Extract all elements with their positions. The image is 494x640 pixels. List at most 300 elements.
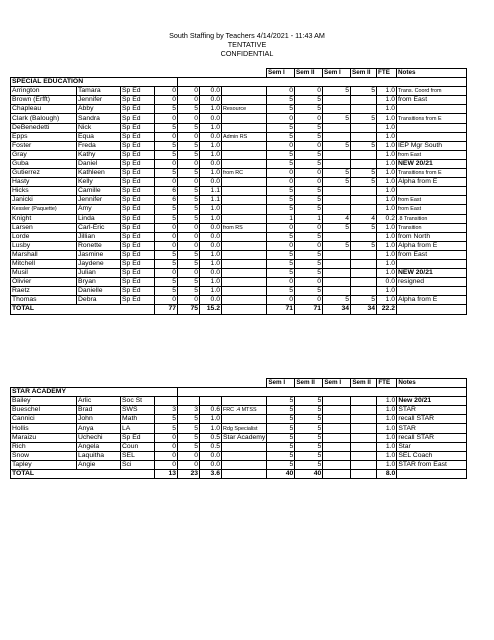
sem2-value-c <box>351 205 377 214</box>
sem2-value-b: 5 <box>295 205 323 214</box>
last-name: Kessler (Paquette) <box>11 205 77 214</box>
fte1-value: 0.0 <box>200 232 222 241</box>
first-name: Debra <box>77 296 121 305</box>
total-sem2-b: 40 <box>295 469 323 478</box>
department: Sp Ed <box>121 87 155 96</box>
sem1-value-c <box>323 442 351 451</box>
last-name: Rich <box>11 442 77 451</box>
sem1-value-b: 0 <box>267 169 295 178</box>
fte-value: 0.0 <box>377 278 397 287</box>
fte1-value: 1.0 <box>200 123 222 132</box>
sem2-value-b: 5 <box>295 132 323 141</box>
first-name: Laquitha <box>77 451 121 460</box>
notes-cell <box>397 123 467 132</box>
department: Sp Ed <box>121 114 155 123</box>
sem1-value-c: 5 <box>323 141 351 150</box>
sem1-value-c <box>323 269 351 278</box>
sem2-value-b: 0 <box>295 296 323 305</box>
last-name: DeBenedetti <box>11 123 77 132</box>
department: Sp Ed <box>121 141 155 150</box>
sem2-value-b: 5 <box>295 406 323 415</box>
last-name: Hollis <box>11 424 77 433</box>
department: Sci <box>121 460 155 469</box>
sem2-value-b: 0 <box>295 278 323 287</box>
fte-value: 1.0 <box>377 397 397 406</box>
fte1-value: 1.0 <box>200 415 222 424</box>
first-name: Equa <box>77 132 121 141</box>
fte1-value: 1.0 <box>200 141 222 150</box>
fte-value: 1.0 <box>377 250 397 259</box>
sem2-value-c: 5 <box>351 223 377 232</box>
sem1-value-c: 5 <box>323 114 351 123</box>
fte1-value: 0.0 <box>200 296 222 305</box>
department: Sp Ed <box>121 196 155 205</box>
sem1-value: 5 <box>155 150 178 159</box>
first-name: Jasmine <box>77 250 121 259</box>
last-name: Snow <box>11 451 77 460</box>
table-row <box>11 415 467 424</box>
fte-value: 0.2 <box>377 214 397 223</box>
department: Sp Ed <box>121 132 155 141</box>
notes-cell: STAR from East <box>397 460 467 469</box>
sem2-value-b: 5 <box>295 433 323 442</box>
sem1b-header: Sem I <box>323 379 351 388</box>
assignment-note <box>222 460 267 469</box>
total-sem2: 75 <box>178 305 200 314</box>
total-spacer <box>222 305 267 314</box>
table-row <box>11 397 467 406</box>
last-name: Lorde <box>11 232 77 241</box>
sem2-value: 5 <box>178 105 200 114</box>
last-name: Chapleau <box>11 105 77 114</box>
first-name: Tamara <box>77 87 121 96</box>
fte1-value: 0.0 <box>200 132 222 141</box>
sem2-value-c <box>351 250 377 259</box>
sem2-value-c <box>351 442 377 451</box>
sem1-value: 6 <box>155 196 178 205</box>
sem2-value: 5 <box>178 287 200 296</box>
sem2-value: 5 <box>178 169 200 178</box>
table-row <box>11 96 467 105</box>
sem1-value-b: 1 <box>267 214 295 223</box>
notes-cell: Alpha from E <box>397 296 467 305</box>
sem2-value: 5 <box>178 442 200 451</box>
notes-cell: STAR <box>397 406 467 415</box>
sem2-value: 0 <box>178 460 200 469</box>
fte1-value: 0.5 <box>200 442 222 451</box>
notes-header: Notes <box>397 379 467 388</box>
sem2-value: 5 <box>178 187 200 196</box>
sem1-value: 5 <box>155 214 178 223</box>
total-sem2-b: 71 <box>295 305 323 314</box>
last-name: Marshall <box>11 250 77 259</box>
last-name: Maraizu <box>11 433 77 442</box>
sem2-value-b: 5 <box>295 159 323 168</box>
first-name: Kelly <box>77 178 121 187</box>
notes-cell: from East <box>397 196 467 205</box>
total-sem1-c <box>323 469 351 478</box>
fte1-value: 0.0 <box>200 178 222 187</box>
total-sem2-c: 34 <box>351 305 377 314</box>
notes-cell <box>397 132 467 141</box>
total-spacer <box>222 469 267 478</box>
department: SEL <box>121 451 155 460</box>
fte-value: 1.0 <box>377 205 397 214</box>
fte1-value <box>200 397 222 406</box>
section-label-row <box>11 78 467 87</box>
notes-cell: NEW 20/21 <box>397 159 467 168</box>
assignment-note <box>222 214 267 223</box>
star-academy-table <box>10 378 467 479</box>
first-name: Jillian <box>77 232 121 241</box>
total-sem1-c: 34 <box>323 305 351 314</box>
sem2b-header: Sem II <box>351 379 377 388</box>
table-row <box>11 114 467 123</box>
sem2-value: 0 <box>178 96 200 105</box>
sem1-value-c <box>323 105 351 114</box>
section-label-row <box>11 388 467 397</box>
department: Sp Ed <box>121 296 155 305</box>
fte1-value: 0.0 <box>200 451 222 460</box>
fte1-value: 0.5 <box>200 433 222 442</box>
notes-cell <box>397 105 467 114</box>
sem2-value-c: 5 <box>351 87 377 96</box>
table-row <box>11 232 467 241</box>
assignment-note: Rdg Specialist <box>222 424 267 433</box>
assignment-note <box>222 187 267 196</box>
sem2-value-c <box>351 460 377 469</box>
fte-value: 1.0 <box>377 259 397 268</box>
last-name: Larsen <box>11 223 77 232</box>
assignment-note <box>222 397 267 406</box>
last-name: Bueschel <box>11 406 77 415</box>
sem1-value-b: 5 <box>267 159 295 168</box>
sem2-value-b: 1 <box>295 214 323 223</box>
department: Coun <box>121 442 155 451</box>
total-sem1-b: 40 <box>267 469 295 478</box>
section-label: SPECIAL EDUCATION <box>11 78 178 87</box>
fte-value: 1.0 <box>377 123 397 132</box>
fte-value: 1.0 <box>377 406 397 415</box>
table-row <box>11 105 467 114</box>
report-title: South Staffing by Teachers 4/14/2021 - 11:43 AM <box>169 31 325 40</box>
sem1-value-b: 0 <box>267 278 295 287</box>
table-row <box>11 87 467 96</box>
notes-cell: from East <box>397 250 467 259</box>
sem2-value-b: 0 <box>295 87 323 96</box>
assignment-note <box>222 178 267 187</box>
sem1-value-c <box>323 433 351 442</box>
total-fte1: 3.6 <box>200 469 222 478</box>
sem1-value: 6 <box>155 187 178 196</box>
assignment-note <box>222 415 267 424</box>
assignment-note <box>222 205 267 214</box>
first-name: Camille <box>77 187 121 196</box>
first-name: Jaydene <box>77 259 121 268</box>
sem2-value-b: 0 <box>295 169 323 178</box>
last-name: Janicki <box>11 196 77 205</box>
department: Sp Ed <box>121 205 155 214</box>
fte1-value: 0.0 <box>200 223 222 232</box>
notes-cell: Alpha from E <box>397 241 467 250</box>
sem1-value: 5 <box>155 259 178 268</box>
sem1-value-c <box>323 460 351 469</box>
table-row <box>11 169 467 178</box>
department: Sp Ed <box>121 232 155 241</box>
fte-value: 1.0 <box>377 187 397 196</box>
last-name: Epps <box>11 132 77 141</box>
table-row <box>11 178 467 187</box>
department: SWS <box>121 406 155 415</box>
table-row <box>11 278 467 287</box>
sem1-header: Sem I <box>267 379 295 388</box>
department: Sp Ed <box>121 250 155 259</box>
table-row <box>11 442 467 451</box>
sem1-value: 0 <box>155 232 178 241</box>
notes-cell: from East <box>397 150 467 159</box>
sem1-value-c <box>323 123 351 132</box>
sem2-value-c <box>351 415 377 424</box>
sem2-value: 0 <box>178 269 200 278</box>
assignment-note: Admin RS <box>222 132 267 141</box>
assignment-note <box>222 241 267 250</box>
table-row <box>11 424 467 433</box>
notes-cell: Transition <box>397 223 467 232</box>
assignment-note <box>222 287 267 296</box>
sem1-value: 5 <box>155 169 178 178</box>
fte1-value: 0.0 <box>200 241 222 250</box>
fte1-value: 1.0 <box>200 424 222 433</box>
sem1-value-b: 5 <box>267 259 295 268</box>
table-row <box>11 205 467 214</box>
fte-value: 1.0 <box>377 451 397 460</box>
table-row <box>11 269 467 278</box>
first-name: Arlic <box>77 397 121 406</box>
sem1-value-b: 5 <box>267 424 295 433</box>
department: Sp Ed <box>121 178 155 187</box>
fte1-value: 0.0 <box>200 269 222 278</box>
first-name: Linda <box>77 214 121 223</box>
sem1-value-b: 0 <box>267 87 295 96</box>
sem2b-header: Sem II <box>351 69 377 78</box>
report-subtitle-tentative: TENTATIVE <box>227 40 267 49</box>
fte1-value: 1.0 <box>200 105 222 114</box>
sem2-value-c <box>351 424 377 433</box>
fte1-value: 1.0 <box>200 150 222 159</box>
sem2-value: 3 <box>178 406 200 415</box>
first-name: Danielle <box>77 287 121 296</box>
sem2-value <box>178 397 200 406</box>
department: Soc St <box>121 397 155 406</box>
sem2-value: 0 <box>178 178 200 187</box>
section-label: STAR ACADEMY <box>11 388 178 397</box>
sem2-value: 0 <box>178 232 200 241</box>
sem2-value-c <box>351 105 377 114</box>
sem1-value-c <box>323 406 351 415</box>
fte1-value: 1.0 <box>200 250 222 259</box>
sem2-value: 5 <box>178 150 200 159</box>
sem1-value-b: 5 <box>267 460 295 469</box>
notes-cell: from North <box>397 232 467 241</box>
fte-value: 1.0 <box>377 415 397 424</box>
sem1-value-c: 5 <box>323 223 351 232</box>
notes-cell: recall STAR <box>397 415 467 424</box>
notes-cell: NEW 20/21 <box>397 269 467 278</box>
fte-value: 1.0 <box>377 460 397 469</box>
sem2-header: Sem II <box>295 69 323 78</box>
department: Sp Ed <box>121 269 155 278</box>
total-label: TOTAL <box>11 305 155 314</box>
assignment-note: from RS <box>222 223 267 232</box>
section-label-spacer <box>178 78 467 87</box>
fte1-value: 0.0 <box>200 96 222 105</box>
fte-value: 1.0 <box>377 424 397 433</box>
sem1-value-b: 5 <box>267 105 295 114</box>
fte-value: 1.0 <box>377 223 397 232</box>
sem2-value-c <box>351 278 377 287</box>
fte-value: 1.0 <box>377 87 397 96</box>
fte-value: 1.0 <box>377 114 397 123</box>
header-spacer <box>11 379 267 388</box>
last-name: Knight <box>11 214 77 223</box>
fte-value: 1.0 <box>377 241 397 250</box>
notes-cell <box>397 259 467 268</box>
sem2-value-b: 5 <box>295 287 323 296</box>
total-label: TOTAL <box>11 469 155 478</box>
first-name: Brad <box>77 406 121 415</box>
sem2-value-c: 5 <box>351 169 377 178</box>
last-name: Guba <box>11 159 77 168</box>
sem2-value-b: 5 <box>295 397 323 406</box>
sem1-value-c <box>323 187 351 196</box>
fte-value: 1.0 <box>377 159 397 168</box>
sem1-value-c <box>323 150 351 159</box>
department: Sp Ed <box>121 123 155 132</box>
total-fte1: 15.2 <box>200 305 222 314</box>
assignment-note <box>222 451 267 460</box>
total-fte: 8.0 <box>377 469 397 478</box>
sem2-value-b: 5 <box>295 187 323 196</box>
sem2-value-b: 0 <box>295 178 323 187</box>
table-row <box>11 241 467 250</box>
sem1-value-b: 5 <box>267 442 295 451</box>
sem2-value: 0 <box>178 241 200 250</box>
sem2-value-b: 5 <box>295 269 323 278</box>
sem2-value-b: 0 <box>295 114 323 123</box>
sem1-value: 0 <box>155 96 178 105</box>
sem2-value: 5 <box>178 141 200 150</box>
sem1-value: 5 <box>155 250 178 259</box>
sem1-value-b: 5 <box>267 397 295 406</box>
sem2-value-c <box>351 269 377 278</box>
table-row <box>11 296 467 305</box>
sem2-value-c: 5 <box>351 296 377 305</box>
sem1-value: 0 <box>155 241 178 250</box>
first-name: Bryan <box>77 278 121 287</box>
sem1-value-b: 5 <box>267 196 295 205</box>
notes-cell <box>397 187 467 196</box>
last-name: Arrington <box>11 87 77 96</box>
sem2-value-b: 5 <box>295 105 323 114</box>
sem1-value-b: 5 <box>267 250 295 259</box>
total-notes-spacer <box>397 305 467 314</box>
sem2-value: 0 <box>178 114 200 123</box>
assignment-note <box>222 96 267 105</box>
fte-value: 1.0 <box>377 442 397 451</box>
table-row <box>11 223 467 232</box>
sem2-header: Sem II <box>295 379 323 388</box>
sem2-value-c <box>351 397 377 406</box>
table-row <box>11 123 467 132</box>
assignment-note <box>222 159 267 168</box>
fte-header: FTE <box>377 69 397 78</box>
first-name: Amy <box>77 205 121 214</box>
fte1-value: 0.0 <box>200 159 222 168</box>
sem1-value-c: 5 <box>323 87 351 96</box>
table-row <box>11 132 467 141</box>
total-row <box>11 305 467 314</box>
sem1-value-c <box>323 397 351 406</box>
assignment-note: Star Academy <box>223 433 266 441</box>
sem1-value: 0 <box>155 433 178 442</box>
table-row <box>11 141 467 150</box>
sem2-value-c <box>351 150 377 159</box>
last-name: Musil <box>11 269 77 278</box>
last-name: Brown (Erfft) <box>11 96 77 105</box>
sem2-value-b: 5 <box>295 150 323 159</box>
sem1-value-b: 5 <box>267 187 295 196</box>
fte1-value: 0.0 <box>200 87 222 96</box>
assignment-note <box>222 269 267 278</box>
sem1-value: 5 <box>155 415 178 424</box>
fte-value: 1.0 <box>377 196 397 205</box>
assignment-note <box>222 296 267 305</box>
column-header-row <box>11 69 467 78</box>
department: Sp Ed <box>121 105 155 114</box>
fte-value: 1.0 <box>377 169 397 178</box>
assignment-note <box>222 123 267 132</box>
sem2-value-b: 0 <box>295 141 323 150</box>
last-name: Clark (Balough) <box>11 114 77 123</box>
notes-cell: IEP Mgr South <box>397 141 467 150</box>
department: Sp Ed <box>121 96 155 105</box>
department: Sp Ed <box>121 150 155 159</box>
sem2-value: 0 <box>178 87 200 96</box>
notes-cell: .8 Transition <box>397 214 467 223</box>
sem1-value-c <box>323 278 351 287</box>
sem2-value-c: 4 <box>351 214 377 223</box>
fte1-value: 0.0 <box>200 460 222 469</box>
total-sem1: 77 <box>155 305 178 314</box>
sem1-value-b: 5 <box>267 232 295 241</box>
sem1-value-b: 5 <box>267 287 295 296</box>
sem1-value: 5 <box>155 205 178 214</box>
fte1-value: 1.0 <box>200 214 222 223</box>
department: Sp Ed <box>121 169 155 178</box>
sem2-value-b: 5 <box>295 442 323 451</box>
sem1-value: 5 <box>155 278 178 287</box>
sem2-value-c <box>351 433 377 442</box>
sem2-value-c <box>351 132 377 141</box>
table-row <box>11 187 467 196</box>
first-name: Jennifer <box>77 196 121 205</box>
sem1-value: 0 <box>155 132 178 141</box>
notes-cell: Alpha from E <box>397 178 467 187</box>
fte-value: 1.0 <box>377 433 397 442</box>
sem2-value: 0 <box>178 223 200 232</box>
sem2-value: 5 <box>178 214 200 223</box>
sem1-value: 5 <box>155 123 178 132</box>
